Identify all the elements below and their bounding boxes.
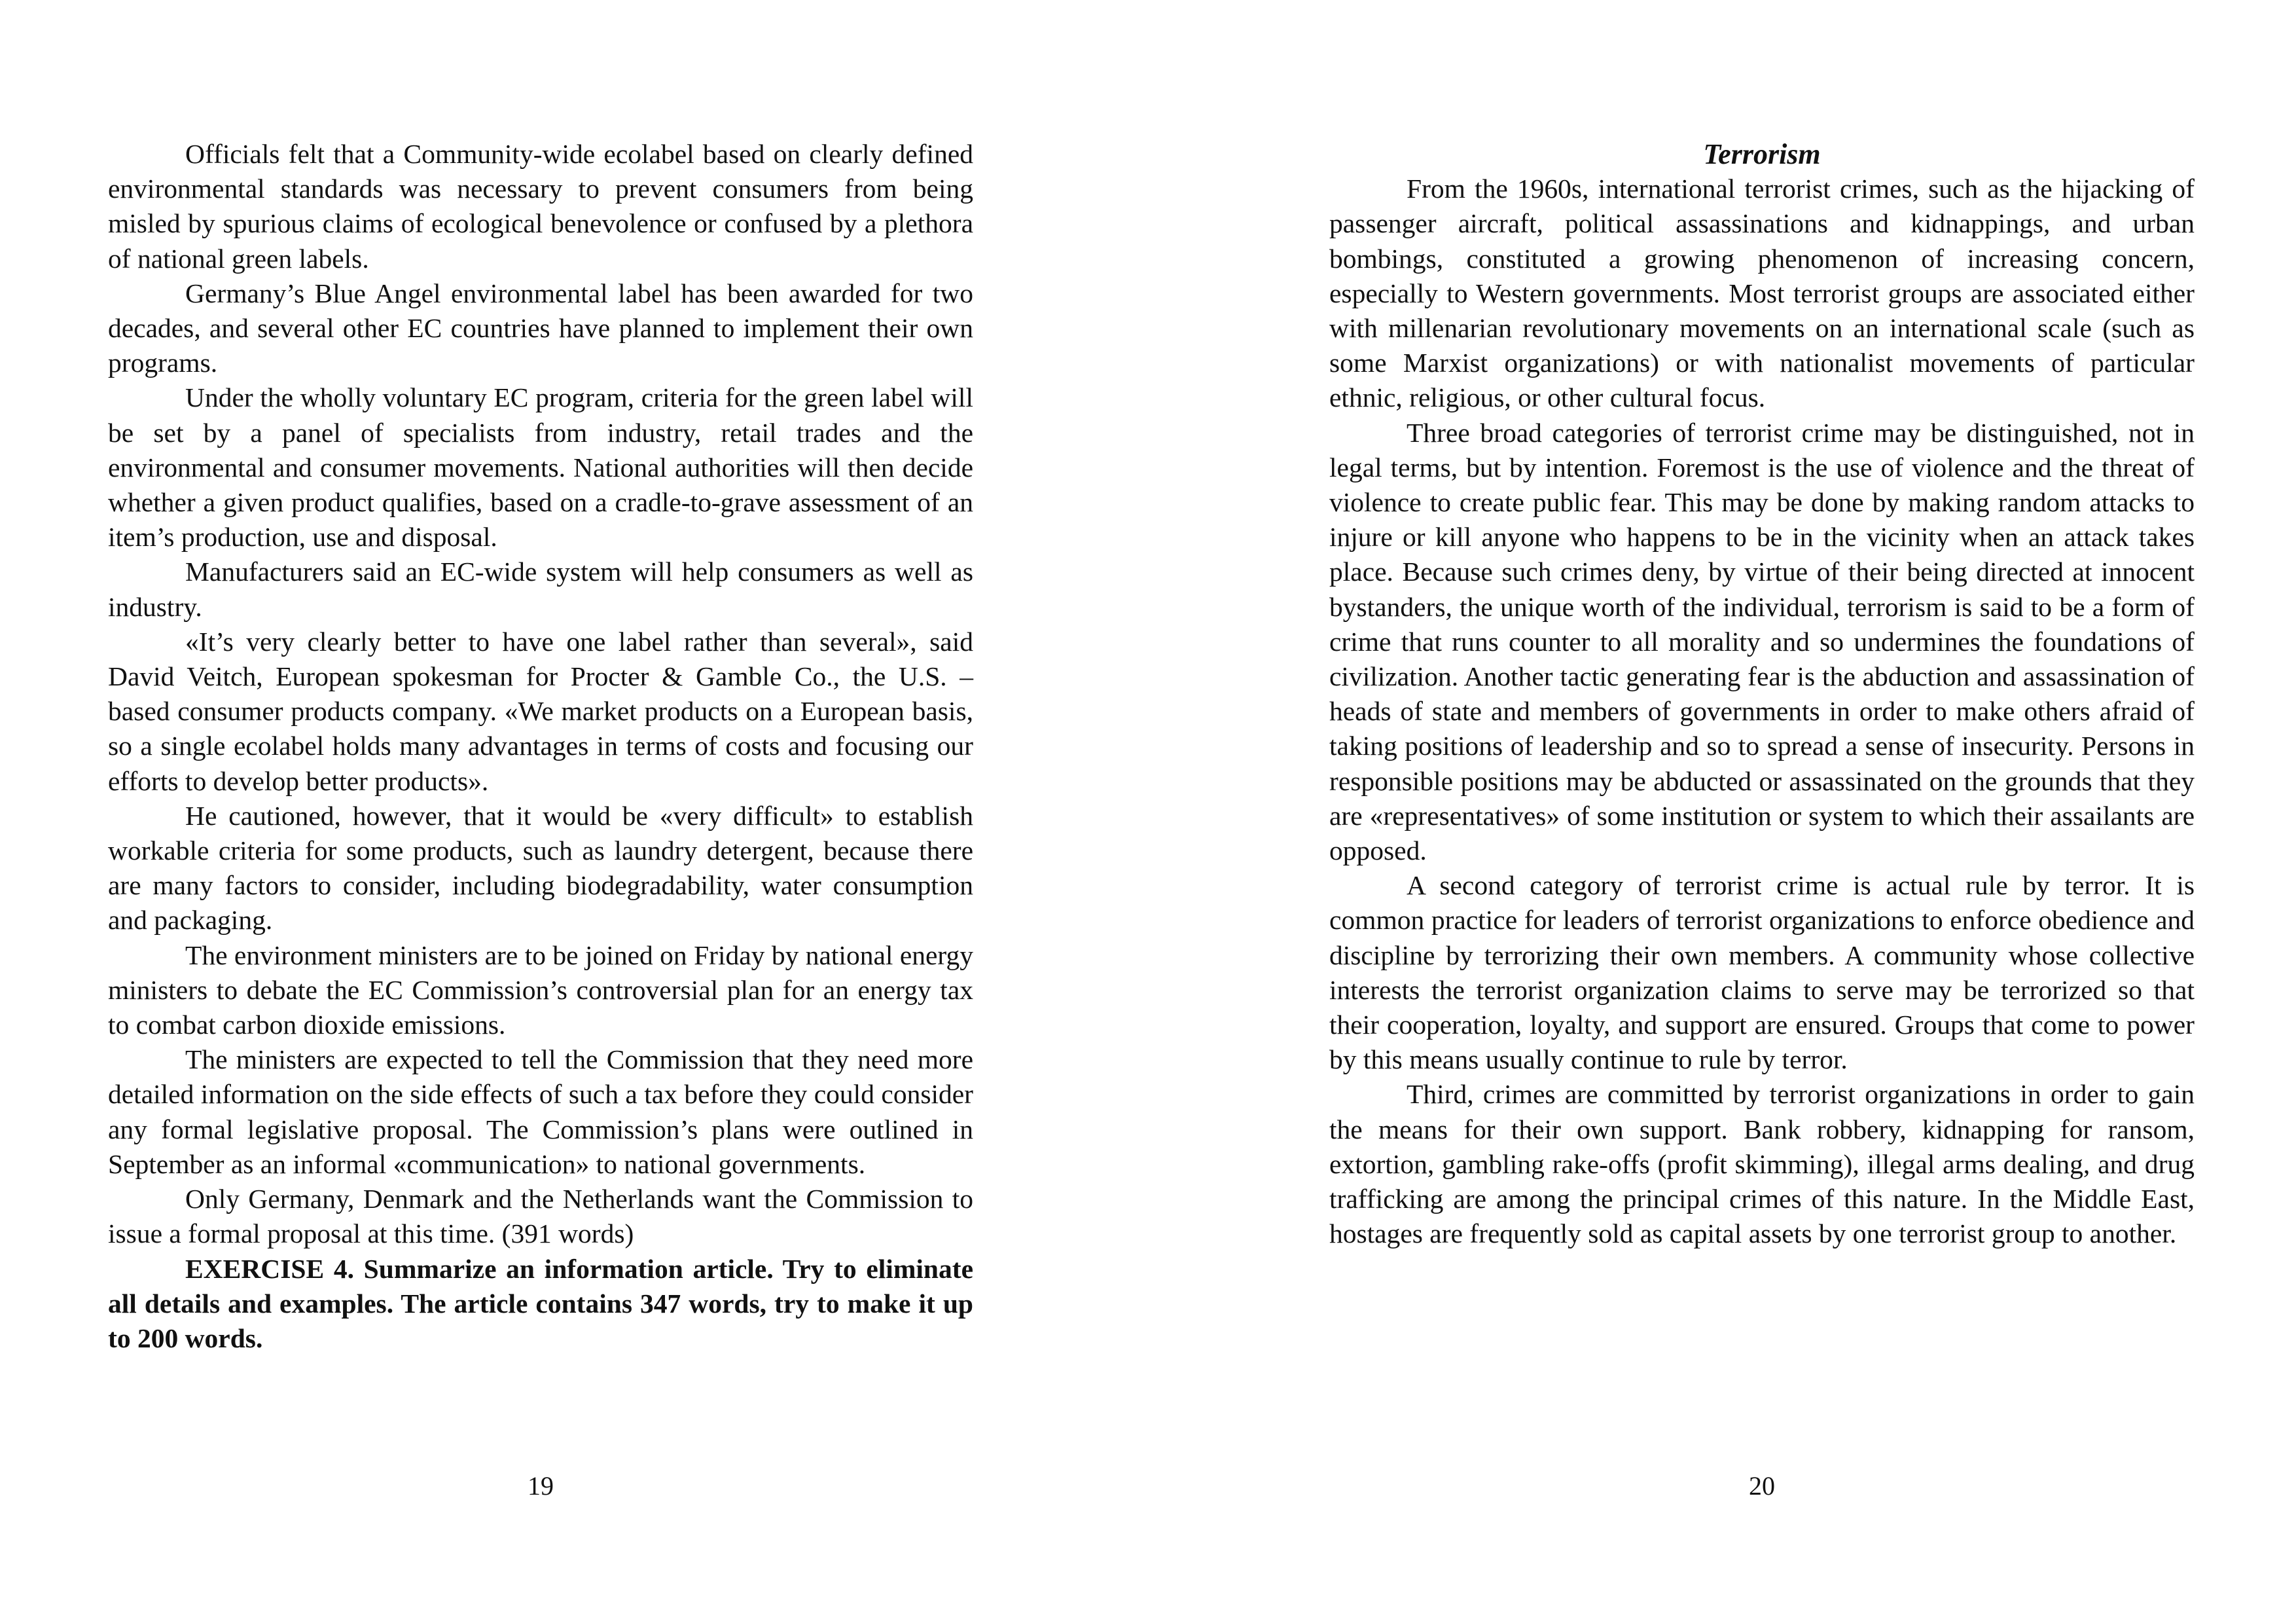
paragraph: The ministers are expected to tell the Commission that they need more detailed information on the side effects of such a tax before they could consider any formal legislative proposal. The Commission’s plans were outlined in September as an informal «communication» to national governments. [108, 1044, 973, 1179]
paragraph: Under the wholly voluntary EC program, criteria for the green label will be set by a panel of specialists from industry, retail trades and the environmental and consumer movements. National authorities will then decide whether a given product qualifies, based on a cradle-to-grave assessment of an item’s production, use and disposal. [108, 382, 973, 553]
paragraph: «It’s very clearly better to have one label rather than several», said David Veitch, European spokesman for Procter & Gamble Co., the U.S. – based consumer products company. «We market products on a European basis, so a single ecolabel holds many advantages in terms of costs and focusing our efforts to develop better products». [108, 626, 973, 796]
paragraph: Manufacturers said an EC-wide system will help consumers as well as industry. [108, 556, 973, 622]
paragraph: Officials felt that a Community-wide ecolabel based on clearly defined environmental standards was necessary to prevent consumers from being misled by spurious claims of ecological benevolence or confused by a plethora of national green labels. [108, 139, 973, 274]
paragraph: A second category of terrorist crime is actual rule by terror. It is common practice for leaders of terrorist organizations to enforce obedience and discipline by terrorizing their own members. A community whose collective interests the terrorist organization claims to serve may be terrorized so that their cooperation, loyalty, and support are ensured. Groups that come to power by this means usually continue to rule by terror. [1329, 870, 2195, 1075]
right-page-text-column [1329, 137, 2195, 1252]
paragraph: Germany’s Blue Angel environmental label has been awarded for two decades, and several other EC countries have planned to implement their own programs. [108, 278, 973, 378]
page-number-left: 19 [528, 1471, 554, 1501]
page-number-right: 20 [1749, 1471, 1775, 1501]
right-page [1148, 0, 2296, 1623]
paragraph: He cautioned, however, that it would be «very difficult» to establish workable criteria for some products, such as laundry detergent, because there are many factors to consider, including biodegradability, water consumption and packaging. [108, 800, 973, 936]
paragraph: Only Germany, Denmark and the Netherlands want the Commission to issue a formal proposal at this time. (391 words) [108, 1184, 973, 1249]
article-heading: Terrorism [1703, 138, 1821, 170]
paragraph: The environment ministers are to be joined on Friday by national energy ministers to debate the EC Commission’s controversial plan for an energy tax to combat carbon dioxide emissions. [108, 939, 973, 1040]
left-page-text-column [108, 137, 973, 1356]
paragraph: From the 1960s, international terrorist crimes, such as the hijacking of passenger aircraft, political assassinations and kidnappings, and urban bombings, constituted a growing phenomenon of increasing concern, especially to Western governments. Most terrorist groups are associated either with millenarian revolutionary movements on an international scale (such as some Marxist organizations) or with nationalist movements of particular ethnic, religious, or other cultural focus. [1329, 173, 2195, 413]
paragraph: Three broad categories of terrorist crime may be distinguished, not in legal terms, but by intention. Foremost is the use of violence and the threat of violence to create public fear. This may be done by making random attacks to injure or kill anyone who happens to be in the vicinity when an attack takes place. Because such crimes deny, by virtue of their being directed at innocent bystanders, the unique worth of the individual, terrorism is said to be a form of crime that runs counter to all morality and so undermines the foundations of civilization. Another tactic generating fear is the abduction and assassination of heads of state and members of governments in order to make others afraid of taking positions of leadership and so to spread a sense of insecurity. Persons in responsible positions may be abducted or assassinated on the grounds that they are «representatives» of some institution or system to which their assailants are opposed. [1329, 417, 2195, 866]
exercise-instruction: EXERCISE 4. Summarize an information article. Try to eliminate all details and examples. The article contains 347 words, try to make it up to 200 words. [108, 1253, 973, 1353]
paragraph: Third, crimes are committed by terrorist organizations in order to gain the means for their own support. Bank robbery, kidnapping for ransom, extortion, gambling rake-offs (profit skimming), illegal arms dealing, and drug trafficking are among the principal crimes of this nature. In the Middle East, hostages are frequently sold as capital assets by one terrorist group to another. [1329, 1079, 2195, 1249]
